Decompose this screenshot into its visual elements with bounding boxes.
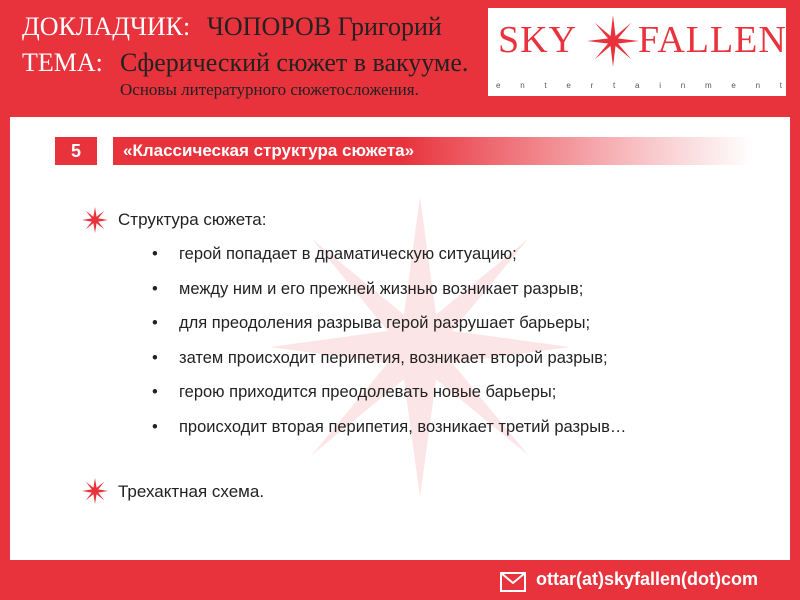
content-panel <box>10 117 790 560</box>
topic-label: ТЕМА: <box>22 48 103 77</box>
section-star-icon <box>82 478 108 504</box>
list-item-text: происходит вторая перипетия, возникает третий разрыв… <box>179 417 627 436</box>
logo-tagline-letter: n <box>520 81 525 90</box>
section-star-icon <box>82 207 108 233</box>
list-item <box>152 245 626 280</box>
speaker-name: ЧОПОРОВ Григорий <box>207 12 442 41</box>
section-heading-three-act: Трехактная схема. <box>118 482 265 501</box>
bullet-list <box>152 245 626 452</box>
speaker-label: ДОКЛАДЧИК: <box>22 12 191 41</box>
list-item <box>152 314 626 349</box>
logo-tagline-letter: t <box>544 81 547 90</box>
list-item-text: для преодоления разрыва герой разрушает барьеры; <box>179 314 591 332</box>
bullet-dot: • <box>152 348 158 367</box>
logo-tagline-letter: e <box>496 81 501 90</box>
logo-tagline-letter: e <box>566 81 571 90</box>
logo-tagline-letter: m <box>704 81 712 90</box>
logo-tagline-letter: n <box>755 81 761 90</box>
envelope-icon <box>500 572 526 592</box>
list-item <box>152 418 626 453</box>
list-item-text: герой попадает в драматическую ситуацию; <box>179 245 517 263</box>
logo-tagline-letter: i <box>659 81 661 90</box>
slide-header <box>0 0 800 110</box>
list-item-text: герою приходится преодолевать новые барьеры; <box>179 383 557 401</box>
bullet-dot: • <box>152 417 158 436</box>
contact-email[interactable]: ottar(at)skyfallen(dot)com <box>536 569 759 589</box>
bullet-dot: • <box>152 245 158 263</box>
logo-tagline-letter: t <box>779 81 782 90</box>
slide-number: 5 <box>55 137 97 165</box>
topic-title: Сферический сюжет в вакууме. <box>120 48 469 77</box>
list-item-text: затем происходит перипетия, возникает второй разрыв; <box>179 348 608 367</box>
logo-tagline <box>496 81 782 90</box>
bullet-dot: • <box>152 383 158 401</box>
bullet-dot: • <box>152 314 158 332</box>
list-item-text: между ним и его прежней жизнью возникает разрыв; <box>179 279 584 298</box>
bullet-dot: • <box>152 279 158 298</box>
topic-subtitle: Основы литературного сюжетосложения. <box>120 80 419 99</box>
logo-tagline-letter: e <box>731 81 736 90</box>
list-item <box>152 280 626 315</box>
logo-tagline-letter: t <box>613 81 616 90</box>
slide-title: «Классическая структура сюжета» <box>113 137 753 165</box>
logo-word-sky: SKY <box>498 19 578 61</box>
skyfallen-logo <box>488 8 786 96</box>
star-icon <box>586 14 640 68</box>
section-heading-structure: Структура сюжета: <box>118 210 267 229</box>
list-item <box>152 383 626 418</box>
logo-tagline-letter: a <box>635 81 640 90</box>
logo-word-fallen: FALLEN <box>638 19 787 61</box>
logo-tagline-letter: n <box>680 81 686 90</box>
list-item <box>152 349 626 384</box>
logo-tagline-letter: r <box>590 81 594 90</box>
